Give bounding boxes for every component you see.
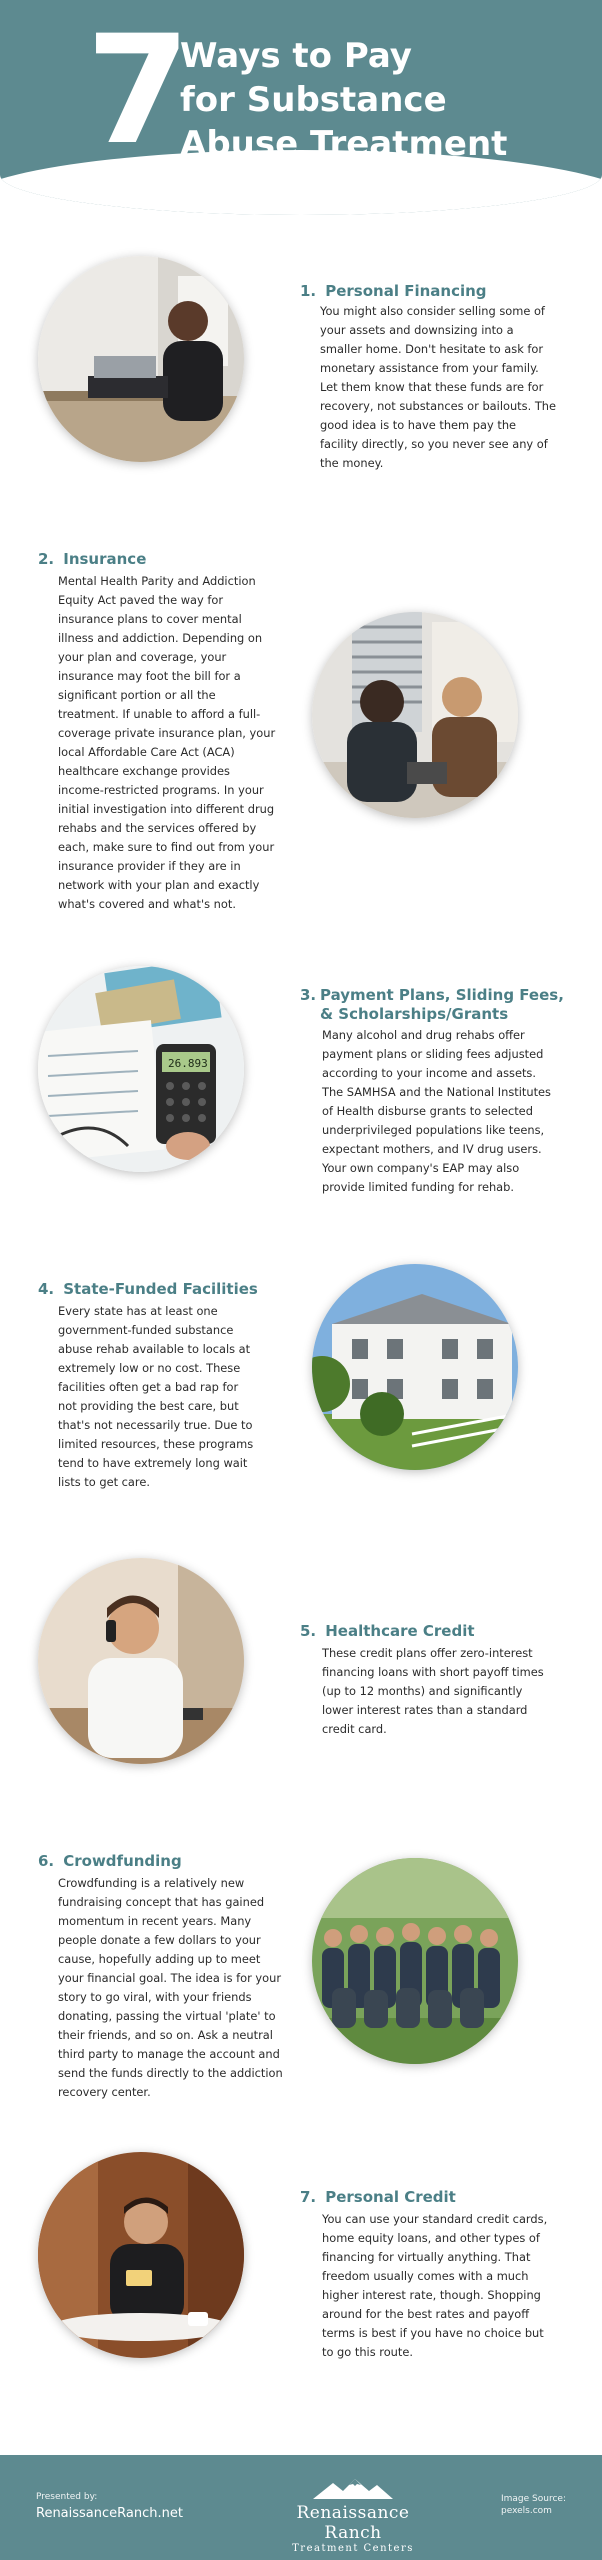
section-4-heading [38, 1280, 258, 1299]
photo-man-credit-card [38, 2152, 244, 2358]
section-6-body: Crowdfunding is a relatively new fundraising concept that has gained momentum in recent years. Many people donate a few dollars to your cause, hopefully adding up to meet your financial goal. The idea is for your story to go viral, with your friends donating, passing the virtual 'plate' to their friends, and so on. Ask a neutral third party to manage the account and send the funds directly to the addiction recovery center. [58, 1876, 283, 2099]
section-7-heading [300, 2188, 456, 2207]
footer-presenter [36, 2491, 183, 2523]
section-2-title: Insurance [63, 550, 147, 568]
header-banner [0, 0, 602, 215]
photo-calculator-bills [38, 966, 244, 1172]
section-5-number: 5. [300, 1622, 317, 1640]
section-3-number: 3. [300, 986, 317, 1004]
title-line-3: Abuse Treatment [180, 124, 508, 164]
photo-two-men-talking [312, 612, 518, 818]
section-1-title: Personal Financing [325, 282, 487, 300]
section-6-heading [38, 1852, 182, 1871]
header-number: 7 [86, 4, 191, 178]
footer [0, 2455, 602, 2560]
section-4-body: Every state has at least one government-funded substance abuse rehab available to locals at extremely low or no cost. These facilities often get a bad rap for not providing the best care, but that's not necessarily true. Due to limited resources, these programs tend to have extremely long wait lists to get care. [58, 1304, 254, 1489]
section-7-number: 7. [300, 2188, 317, 2206]
section-1-body: You might also consider selling some of your assets and downsizing into a smaller home. Don't hesitate to ask for monetary assistance from your family. Let them know that these funds are for recovery, not substances or bailouts. The good idea is to have them pay the facility directly, so you never see any of the money. [320, 304, 556, 470]
renaissance-ranch-logo [268, 2477, 438, 2555]
section-3-body: Many alcohol and drug rehabs offer payment plans or sliding fees adjusted according to your income and assets. The SAMHSA and the National Institutes of Health disburse grants to selected underprivileged populations like teens, expectant mothers, and IV drug users. Your own company's EAP may also provide limited funding for rehab. [322, 1028, 551, 1194]
site-link[interactable]: RenaissanceRanch.net [36, 2506, 183, 2521]
section-6-title: Crowdfunding [63, 1852, 182, 1870]
image-source [501, 2493, 566, 2517]
image-source-value: pexels.com [501, 2506, 552, 2516]
mountain-logo-icon [313, 2477, 393, 2499]
presented-by-label: Presented by: [36, 2492, 98, 2502]
section-7-body: You can use your standard credit cards, home equity loans, and other types of financing for virtually anything. That freedom usually comes with a much higher interest rate, though. Shopping around for the best rates and payoff terms is best if you have no choice but to go this route. [322, 2212, 548, 2359]
calculator-display: 26.893 [168, 1057, 208, 1070]
section-7-title: Personal Credit [325, 2188, 456, 2206]
photo-man-on-phone [38, 1558, 244, 1764]
page-title [180, 34, 580, 166]
section-4-title: State-Funded Facilities [63, 1280, 258, 1298]
title-line-2: for Substance [180, 80, 447, 120]
photo-white-house [312, 1264, 518, 1470]
section-3-title-line-2: & Scholarships/Grants [320, 1005, 509, 1023]
section-2-body: Mental Health Parity and Addiction Equity Act paved the way for insurance plans to cover mental illness and addiction. Depending on your plan and coverage, your insurance may foot the bill for a significant portion or all the treatment. If unable to afford a full- coverage private insurance plan, your local Affordable Care Act (ACA) healthcare exchange provides income-restricted programs. In your initial investigation into different drug rehabs and the services offered by each, make sure to find out from your insurance provider if they are in network with your plan and exactly what's covered and what's not. [58, 574, 276, 911]
photo-group-people [312, 1858, 518, 2064]
photo-man-laptop [38, 256, 244, 462]
image-source-label: Image Source: [501, 2494, 566, 2504]
title-line-1: Ways to Pay [180, 36, 412, 76]
logo-main-text: Renaissance Ranch [296, 2503, 410, 2543]
logo-sub-text: Treatment Centers [292, 2543, 414, 2554]
section-3-heading [300, 986, 564, 1024]
section-5-body: These credit plans offer zero-interest financing loans with short payoff times (up to 12 months) and significantly lower interest rates than a standard credit card. [322, 1646, 544, 1736]
section-4-number: 4. [38, 1280, 55, 1298]
section-5-title: Healthcare Credit [325, 1622, 475, 1640]
section-5-heading [300, 1622, 475, 1641]
section-1-heading [300, 282, 487, 301]
section-2-heading [38, 550, 146, 569]
section-2-number: 2. [38, 550, 55, 568]
section-6-number: 6. [38, 1852, 55, 1870]
section-3-title: Payment Plans, Sliding Fees, [320, 986, 564, 1004]
section-1-number: 1. [300, 282, 317, 300]
